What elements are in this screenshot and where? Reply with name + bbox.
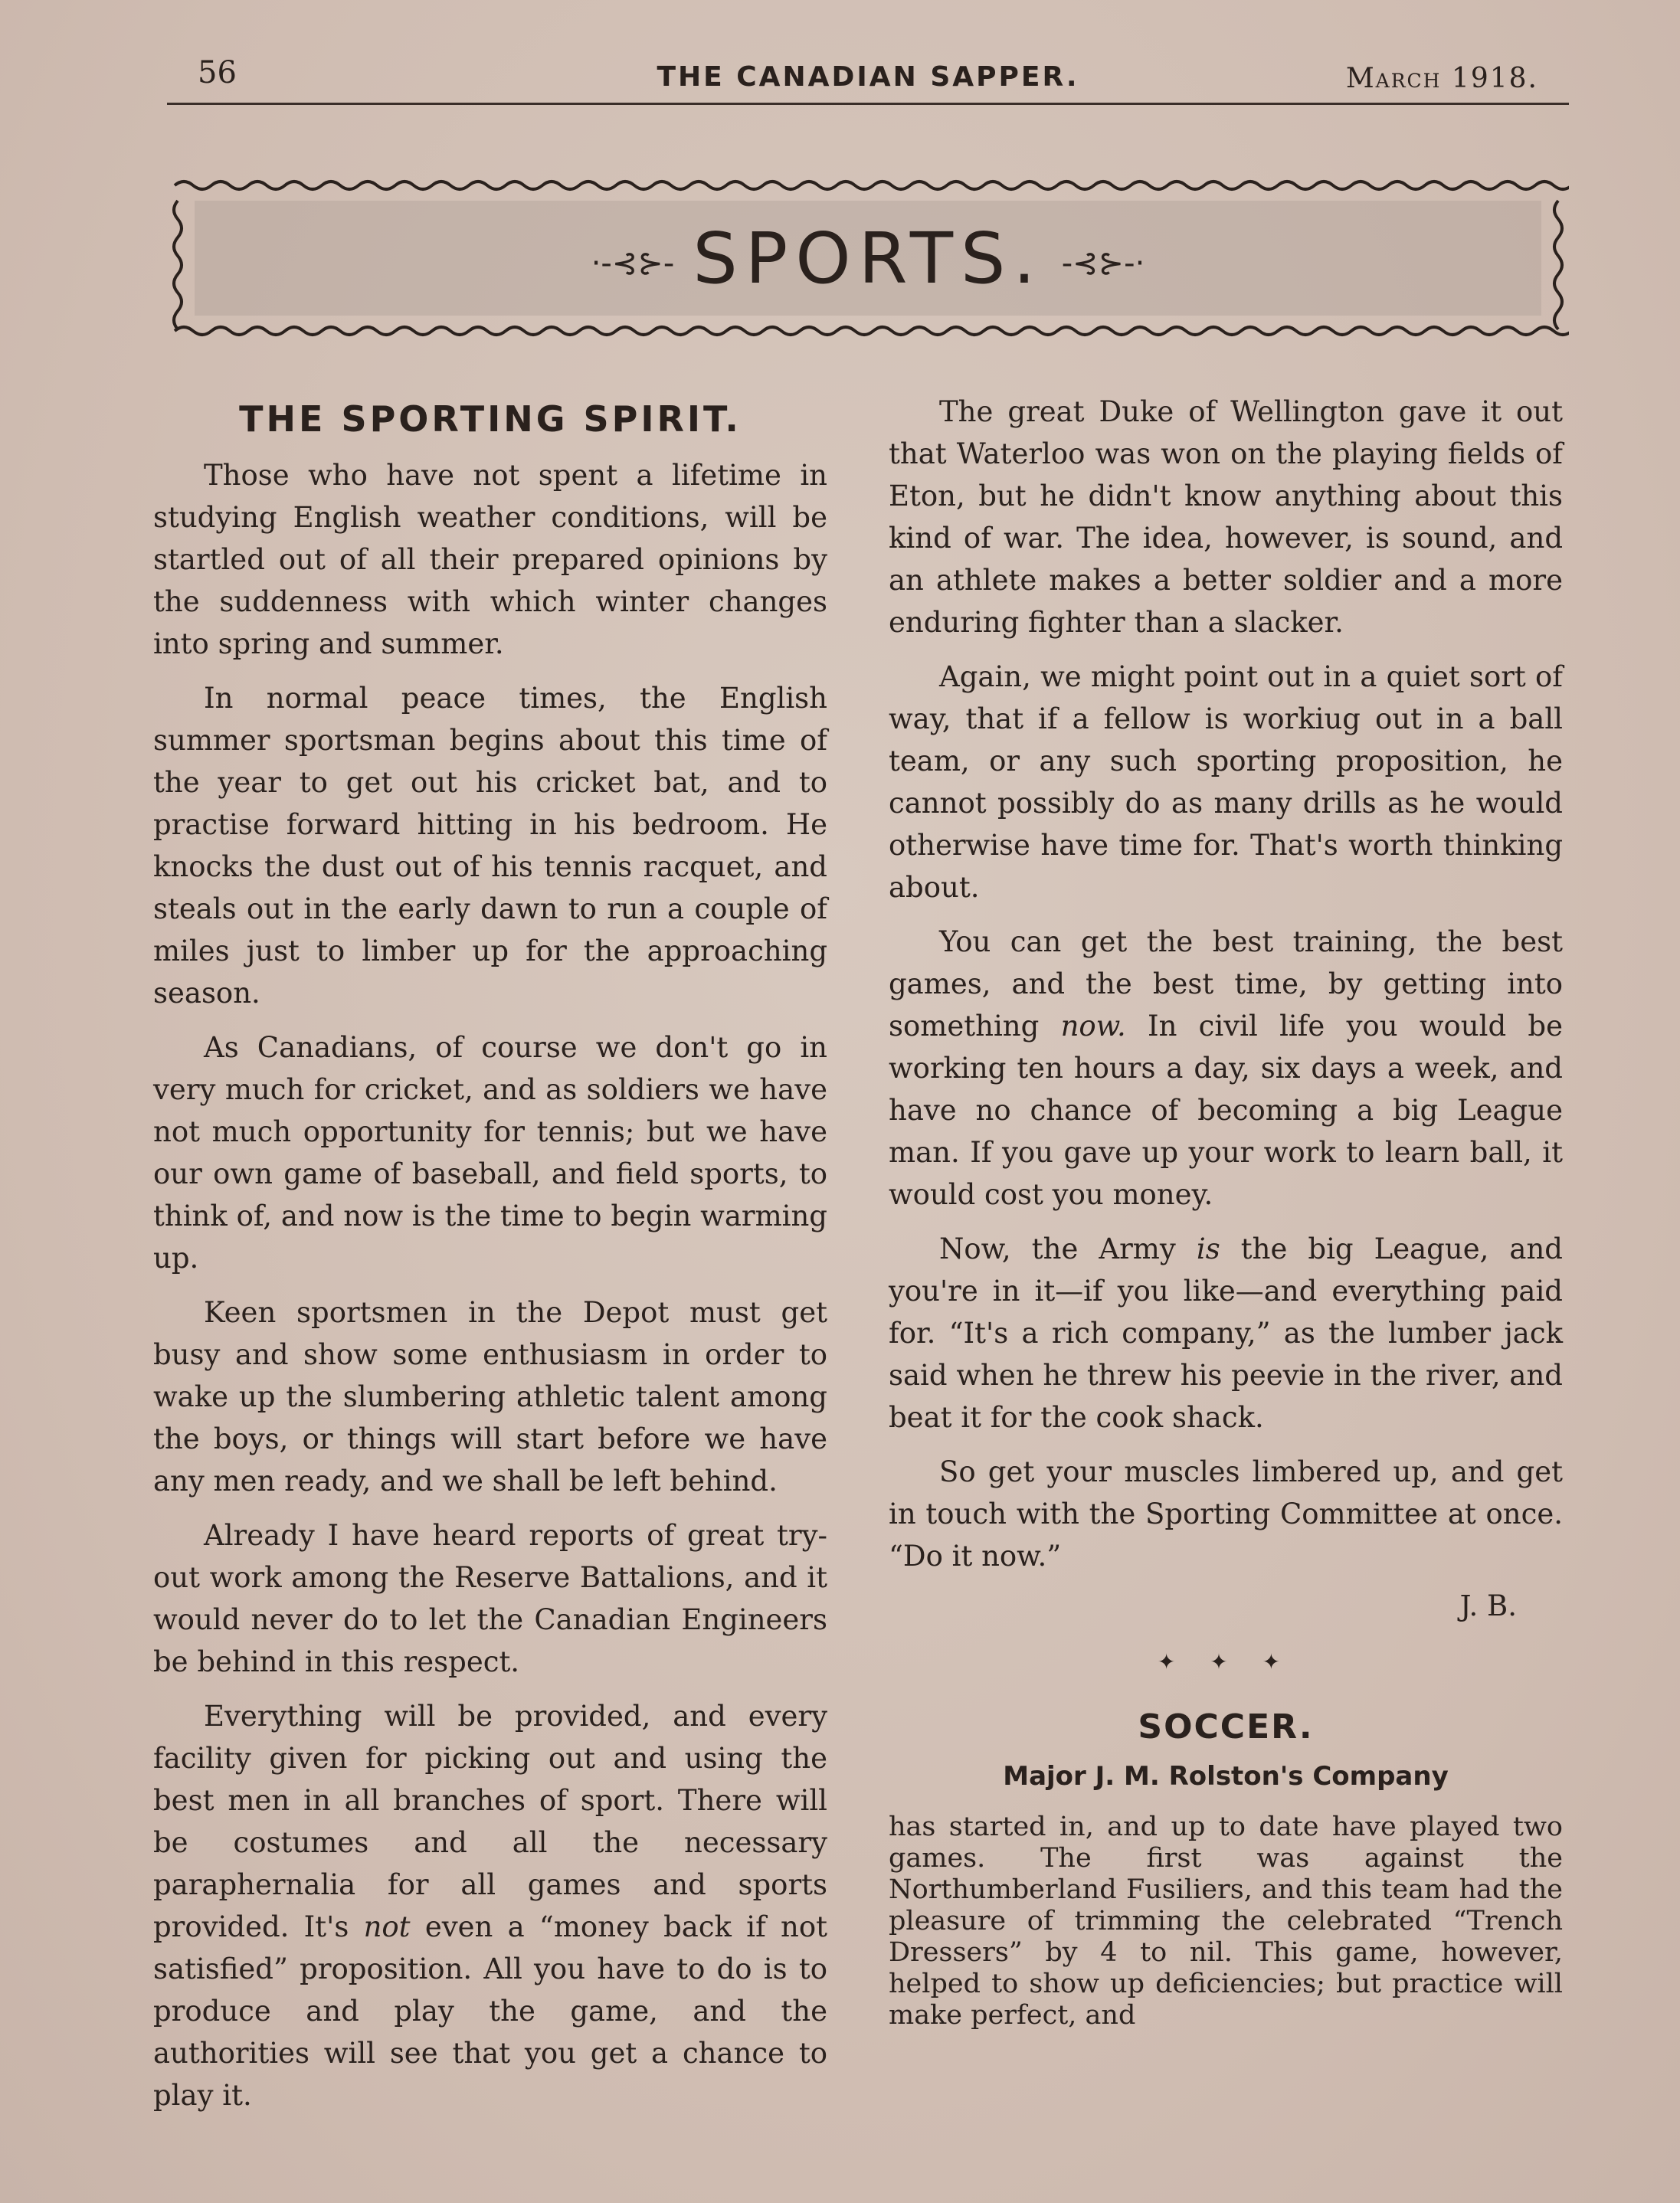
text-run: even a “money back if not satisfied” proposition. All you have to do is to produce and play the game, and the authorities will see that you get a chance to play it.: [153, 1910, 827, 2112]
section-heading-soccer: SOCCER.: [1138, 1707, 1314, 1746]
text-run: the big League, and you're in it—if you like—and everything paid for. “It's a rich company,” as the lumber jack said when he threw his peevie in the river, and beat it for the cook shack.: [889, 1232, 1563, 1434]
issue-date: March 1918.: [1345, 63, 1538, 94]
paragraph: So get your muscles limbered up, and get in touch with the Sporting Committee at once. “Do it now.”: [889, 1455, 1563, 1573]
author-signature: J. B.: [1459, 1589, 1517, 1622]
paragraph: Keen sportsmen in the Depot must get busy and show some enthusiasm in order to wake up the slumbering athletic talent among the boys, or things will start before we have any men ready, and we shall be left behind.: [153, 1296, 827, 1498]
right-column: [889, 391, 1563, 2031]
banner-title-row: [167, 218, 1569, 300]
paragraph: Those who have not spent a lifetime in studying English weather conditions, will be startled out of all their prepared opinions by the suddenness with which winter changes into spring and summer.: [153, 459, 827, 660]
soccer-article-body: [889, 1812, 1563, 2031]
left-column: [153, 391, 827, 2129]
text-run: Everything will be provided, and every facility given for picking out and using the best men in all branches of sport. There will be costumes and all the necessary paraphernalia for all games and sports provided. It's: [153, 1700, 827, 1943]
paragraph: has started in, and up to date have played two games. The first was against the Northumberland Fusiliers, and this team had the pleasure of trimming the celebrated “Trench Dressers” by 4 to nil. This game, however, helped to show up deficiencies; but practice will make perfect, and: [889, 1812, 1563, 2031]
running-head: [167, 54, 1569, 105]
emphasis-text: not: [363, 1910, 411, 1943]
paragraph: Already I have heard reports of great try-out work among the Reserve Battalions, and it would never do to let the Canadian Engineers be behind in this respect.: [153, 1519, 827, 1678]
paragraph: As Canadians, of course we don't go in very much for cricket, and as soldiers we have not much opportunity for tennis; but we have our own game of baseball, and field sports, to think of, and now is the time to begin warming up.: [153, 1031, 827, 1275]
emphasis-text: now.: [1060, 1010, 1126, 1043]
paragraph: [889, 921, 1563, 1216]
text-run: Now, the Army: [939, 1232, 1197, 1265]
banner-title: SPORTS.: [693, 218, 1043, 300]
soccer-subheading: Major J. M. Rolston's Company: [1003, 1761, 1449, 1792]
page-number: 56: [198, 55, 237, 90]
publication-title: THE CANADIAN SAPPER.: [657, 61, 1079, 93]
section-heading-sporting-spirit: THE SPORTING SPIRIT.: [239, 398, 742, 440]
paragraph: The great Duke of Wellington gave it out that Waterloo was won on the playing fields of Eton, but he didn't know anything about this kind of war. The idea, however, is sound, and an athlete makes a better soldier and a more enduring fighter than a slacker.: [889, 395, 1563, 639]
sports-banner: [167, 178, 1569, 340]
separator-ornament-icon: ✦ ✦ ✦: [1157, 1649, 1295, 1674]
paragraph: [153, 1695, 827, 2116]
flourish-left-icon: ·‑⊰⊱‑: [591, 245, 675, 281]
paragraph: [889, 1228, 1563, 1439]
paragraph: Again, we might point out in a quiet sort of way, that if a fellow is workiug out in a ball team, or any such sporting proposition, he cannot possibly do as many drills as he would otherwise have time for. That's worth thinking about.: [889, 660, 1563, 904]
paragraph: In normal peace times, the English summer sportsman begins about this time of the year to get out his cricket bat, and to practise forward hitting in his bedroom. He knocks the dust out of his tennis racquet, and steals out in the early dawn to run a couple of miles just to limber up for the approaching season.: [153, 682, 827, 1010]
text-run: In civil life you would be working ten hours a day, six days a week, and have no chance of becoming a big League man. If you gave up your work to learn ball, it would cost you money.: [889, 1010, 1563, 1211]
text-run: You can get the best training, the best games, and the best time, by getting into something: [889, 925, 1563, 1043]
flourish-right-icon: ‑⊰⊱‑·: [1061, 245, 1145, 281]
emphasis-text: is: [1196, 1232, 1220, 1265]
